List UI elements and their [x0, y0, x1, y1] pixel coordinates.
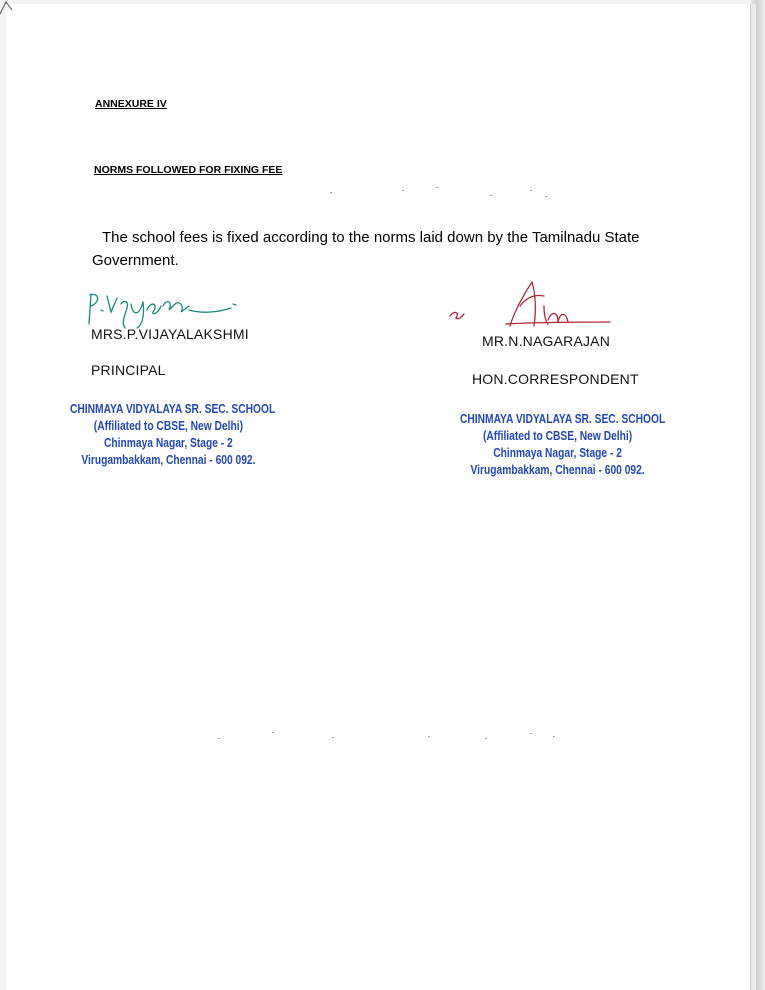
section-heading: NORMS FOLLOWED FOR FIXING FEE	[94, 164, 283, 176]
scan-speck	[530, 733, 532, 734]
scan-speck	[402, 190, 404, 191]
annexure-heading: ANNEXURE IV	[95, 98, 167, 110]
stamp-affiliation: (Affiliated to CBSE, New Delhi)	[93, 419, 243, 433]
correspondent-name: MR.N.NAGARAJAN	[482, 333, 611, 349]
stamp-school-name: CHINMAYA VIDYALAYA SR. SEC. SCHOOL	[70, 402, 276, 416]
body-paragraph	[92, 226, 692, 272]
scan-speck	[272, 732, 274, 733]
scan-corner-mark	[0, 0, 26, 18]
body-line-2: Government.	[92, 252, 179, 269]
school-stamp-right	[460, 411, 666, 479]
scan-speck	[530, 190, 532, 191]
scan-speck	[545, 196, 547, 197]
scan-speck	[436, 187, 438, 188]
stamp-locality: Chinmaya Nagar, Stage - 2	[493, 446, 622, 460]
correspondent-title: HON.CORRESPONDENT	[472, 371, 639, 387]
document-page	[6, 4, 750, 990]
correspondent-signature	[440, 276, 615, 332]
body-line-1: The school fees is fixed according to the norms laid down by the Tamilnadu State	[102, 229, 640, 246]
scan-speck	[428, 736, 430, 737]
stamp-address: Virugambakkam, Chennai - 600 092.	[470, 463, 645, 477]
stamp-address: Virugambakkam, Chennai - 600 092.	[81, 453, 256, 467]
scanner-edge	[751, 0, 765, 990]
scan-speck	[218, 738, 220, 739]
stamp-school-name: CHINMAYA VIDYALAYA SR. SEC. SCHOOL	[460, 412, 666, 426]
scan-speck	[490, 195, 492, 196]
scan-speck	[330, 192, 332, 193]
stamp-affiliation: (Affiliated to CBSE, New Delhi)	[482, 429, 633, 443]
scan-speck	[332, 737, 334, 738]
scan-speck	[485, 738, 487, 739]
school-stamp-left	[70, 401, 276, 469]
principal-name: MRS.P.VIJAYALAKSHMI	[91, 326, 249, 342]
stamp-locality: Chinmaya Nagar, Stage - 2	[104, 436, 233, 450]
scan-speck	[553, 736, 555, 737]
principal-title: PRINCIPAL	[91, 362, 166, 378]
